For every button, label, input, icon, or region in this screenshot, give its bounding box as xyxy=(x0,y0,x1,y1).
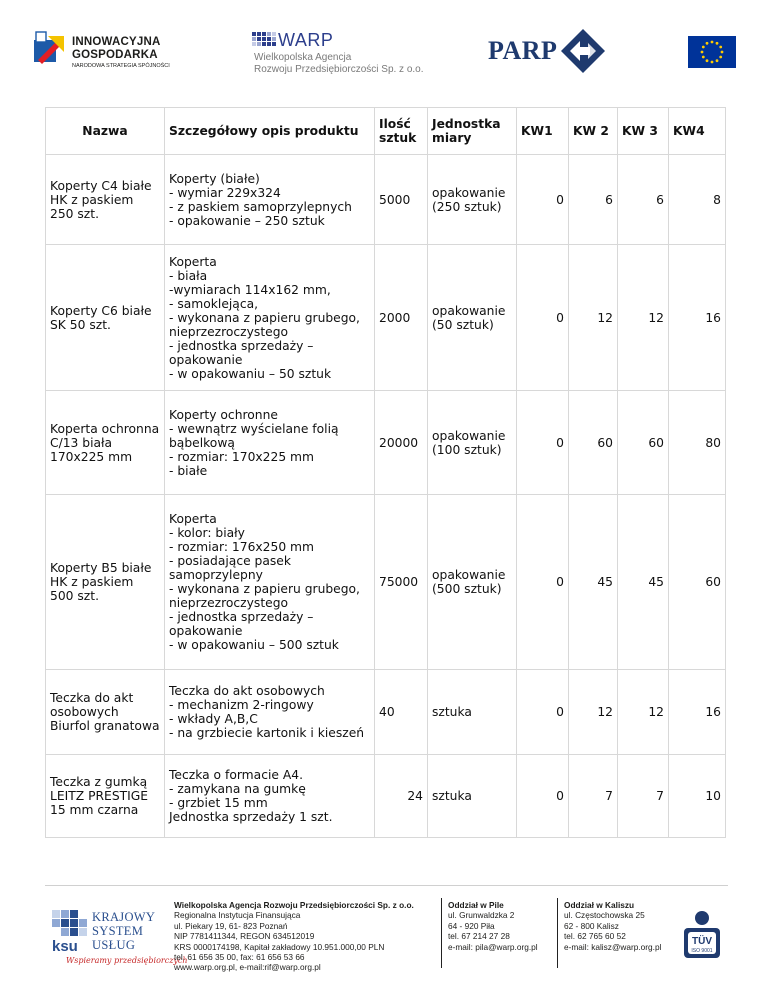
cell-kw2: 45 xyxy=(569,495,618,670)
footer-kalisz-line: e-mail: kalisz@warp.org.pl xyxy=(564,941,662,952)
column-header-nazwa: Nazwa xyxy=(46,108,165,155)
footer-main-line: www.warp.org.pl, e-mail:rif@warp.org.pl xyxy=(174,962,321,973)
cell-kw3: 60 xyxy=(618,391,669,495)
cell-name: Koperty C6 białe SK 50 szt. xyxy=(46,245,165,391)
cell-unit: sztuka xyxy=(428,670,517,755)
cell-kw1: 0 xyxy=(517,155,569,245)
footer-address-kalisz xyxy=(564,900,661,952)
ksu-slogan: Wspieramy przedsiębiorczych xyxy=(66,956,188,965)
description-line: - rozmiar: 170x225 mm xyxy=(169,449,315,464)
cell-qty: 75000 xyxy=(375,495,428,670)
footer-main-line: Regionalna Instytucja Finansująca xyxy=(174,910,301,921)
footer-main-line: ul. Piekary 19, 61- 823 Poznań xyxy=(174,920,288,931)
cell-kw2: 6 xyxy=(569,155,618,245)
description-line: - wkłady A,B,C xyxy=(169,712,258,726)
ksu-abbr: ksu xyxy=(52,938,78,955)
description-line: - grzbiet 15 mm xyxy=(169,796,268,810)
warp-logo xyxy=(252,32,422,76)
table-row xyxy=(46,245,726,391)
footer-kalisz-line: ul. Częstochowska 25 xyxy=(564,910,645,921)
cell-name: Koperty B5 białe HK z paskiem 500 szt. xyxy=(46,495,165,670)
description-line: - mechanizm 2-ringowy xyxy=(169,698,314,712)
cell-kw2: 12 xyxy=(569,670,618,755)
cell-kw4: 60 xyxy=(669,495,726,670)
tuv-name: TÜV xyxy=(692,936,712,947)
footer-separator xyxy=(557,898,558,968)
description-line: - kolor: biały xyxy=(169,526,245,540)
cell-name: Koperta ochronna C/13 biała 170x225 mm xyxy=(46,391,165,495)
description-line: Teczka do akt osobowych xyxy=(169,684,325,698)
footer-main-line: KRS 0000174198, Kapitał zakładowy 10.951.000,00 PLN xyxy=(174,941,385,952)
footer-separator xyxy=(441,898,442,968)
table-header-row xyxy=(46,108,726,155)
footer-pila-line: 64 - 920 Piła xyxy=(448,920,495,931)
description-line: - wymiar 229x324 xyxy=(169,185,281,200)
cell-qty: 20000 xyxy=(375,391,428,495)
table-row xyxy=(46,155,726,245)
description-line: -wymiarach 114x162 mm, xyxy=(169,282,331,297)
footer-pila-heading: Oddział w Pile xyxy=(448,900,504,910)
cell-unit: opakowanie (100 sztuk) xyxy=(428,391,517,495)
column-header-opis: Szczegółowy opis produktu xyxy=(165,108,375,155)
ksu-line2: SYSTEM xyxy=(92,924,144,938)
footer-pila-line: tel. 67 214 27 28 xyxy=(448,931,510,942)
description-line: - na grzbiecie kartonik i kieszeń xyxy=(169,726,365,740)
cell-kw4: 80 xyxy=(669,391,726,495)
footer-kalisz-heading: Oddział w Kaliszu xyxy=(564,900,635,910)
cell-kw4: 16 xyxy=(669,245,726,391)
footer-divider xyxy=(45,885,728,886)
description-line: - z paskiem samoprzylepnych xyxy=(169,199,352,214)
tuv-code: ISO 9001 xyxy=(691,948,713,954)
cell-name: Koperty C4 białe HK z paskiem 250 szt. xyxy=(46,155,165,245)
cell-qty: 40 xyxy=(375,670,428,755)
description-line: Koperty (białe) xyxy=(169,171,260,186)
cell-kw3: 12 xyxy=(618,245,669,391)
footer-kalisz-line: tel. 62 765 60 52 xyxy=(564,931,626,942)
cell-description xyxy=(165,245,375,391)
column-header-jednostka: Jednostka miary xyxy=(428,108,517,155)
description-line: - jednostka sprzedaży – opakowanie xyxy=(169,610,314,638)
ksu-line3: USŁUG xyxy=(92,938,136,952)
cell-unit: opakowanie (250 sztuk) xyxy=(428,155,517,245)
cell-kw3: 7 xyxy=(618,755,669,838)
cell-unit: opakowanie (50 sztuk) xyxy=(428,245,517,391)
description-line: - wewnątrz wyścielane folią bąbelkową xyxy=(169,421,339,450)
description-line: - białe xyxy=(169,463,208,478)
column-header-kw4: KW4 xyxy=(669,108,726,155)
column-header-kw2: KW 2 xyxy=(569,108,618,155)
innowacyjna-gospodarka-mark-icon xyxy=(34,30,68,70)
table-row xyxy=(46,670,726,755)
description-line: Koperta xyxy=(169,512,217,526)
innowacyjna-line3: NARODOWA STRATEGIA SPÓJNOŚCI xyxy=(72,63,170,69)
parp-name: PARP xyxy=(488,36,558,65)
cell-kw1: 0 xyxy=(517,755,569,838)
description-line: - opakowanie – 250 sztuk xyxy=(169,213,325,228)
description-line: - rozmiar: 176x250 mm xyxy=(169,540,315,554)
innowacyjna-line2: GOSPODARKA xyxy=(72,49,158,61)
products-table xyxy=(45,107,726,838)
cell-kw1: 0 xyxy=(517,670,569,755)
cell-kw2: 12 xyxy=(569,245,618,391)
column-header-ilosc: Ilość sztuk xyxy=(375,108,428,155)
ksu-logo xyxy=(52,910,188,970)
description-line: - w opakowaniu – 50 sztuk xyxy=(169,366,332,381)
ksu-line1: KRAJOWY xyxy=(92,910,156,924)
column-header-kw1: KW1 xyxy=(517,108,569,155)
description-line: Koperta xyxy=(169,254,217,269)
table-row xyxy=(46,495,726,670)
page-header xyxy=(0,0,768,95)
warp-line2: Rozwoju Przedsiębiorczości Sp. z o.o. xyxy=(254,64,424,75)
footer-main-line: tel. 61 656 35 00, fax: 61 656 53 66 xyxy=(174,952,305,963)
tuv-certification-icon xyxy=(680,908,724,968)
cell-qty: 2000 xyxy=(375,245,428,391)
description-line: - jednostka sprzedaży – opakowanie xyxy=(169,338,314,367)
warp-line1: Wielkopolska Agencja xyxy=(254,52,352,63)
footer-kalisz-line: 62 - 800 Kalisz xyxy=(564,920,619,931)
cell-kw4: 8 xyxy=(669,155,726,245)
footer-main-heading: Wielkopolska Agencja Rozwoju Przedsiębiorczości Sp. z o.o. xyxy=(174,900,414,910)
cell-kw4: 16 xyxy=(669,670,726,755)
description-line: - wykonana z papieru grubego, nieprzezroczystego xyxy=(169,310,360,339)
cell-description xyxy=(165,495,375,670)
cell-description xyxy=(165,155,375,245)
parp-arrows-icon xyxy=(560,28,606,74)
description-line: - posiadające pasek samoprzylepny xyxy=(169,554,291,582)
innowacyjna-line1: INNOWACYJNA xyxy=(72,36,161,48)
cell-unit: sztuka xyxy=(428,755,517,838)
table-row xyxy=(46,755,726,838)
cell-description xyxy=(165,391,375,495)
description-line: - samoklejąca, xyxy=(169,296,259,311)
column-header-kw3: KW 3 xyxy=(618,108,669,155)
description-line: - biała xyxy=(169,268,208,283)
warp-grid-icon xyxy=(252,32,276,50)
cell-unit: opakowanie (500 sztuk) xyxy=(428,495,517,670)
description-line: - w opakowaniu – 500 sztuk xyxy=(169,638,339,652)
eu-flag-icon xyxy=(688,36,736,68)
cell-description xyxy=(165,755,375,838)
footer-pila-line: ul. Grunwaldzka 2 xyxy=(448,910,515,921)
cell-kw3: 12 xyxy=(618,670,669,755)
footer-main-line: NIP 7781411344, REGON 634512019 xyxy=(174,931,315,942)
footer-pila-line: e-mail: pila@warp.org.pl xyxy=(448,941,538,952)
cell-name: Teczka do akt osobowych Biurfol granatowa xyxy=(46,670,165,755)
cell-kw2: 7 xyxy=(569,755,618,838)
description-line: Koperty ochronne xyxy=(169,407,278,422)
cell-kw3: 6 xyxy=(618,155,669,245)
description-line: Teczka o formacie A4. xyxy=(169,768,303,782)
footer-address-pila xyxy=(448,900,538,952)
cell-kw1: 0 xyxy=(517,245,569,391)
cell-qty: 24 xyxy=(375,755,428,838)
description-line: - wykonana z papieru grubego, nieprzezroczystego xyxy=(169,582,360,610)
cell-kw1: 0 xyxy=(517,495,569,670)
cell-description xyxy=(165,670,375,755)
cell-kw4: 10 xyxy=(669,755,726,838)
table-row xyxy=(46,391,726,495)
description-line: Jednostka sprzedaży 1 szt. xyxy=(169,810,333,824)
cell-name: Teczka z gumką LEITZ PRESTIGE 15 mm czarna xyxy=(46,755,165,838)
cell-kw1: 0 xyxy=(517,391,569,495)
cell-qty: 5000 xyxy=(375,155,428,245)
footer-address-main xyxy=(174,900,414,973)
cell-kw3: 45 xyxy=(618,495,669,670)
warp-name: WARP xyxy=(278,30,334,50)
parp-logo xyxy=(488,28,608,76)
cell-kw2: 60 xyxy=(569,391,618,495)
description-line: - zamykana na gumkę xyxy=(169,782,306,796)
innowacyjna-gospodarka-logo xyxy=(34,30,184,74)
